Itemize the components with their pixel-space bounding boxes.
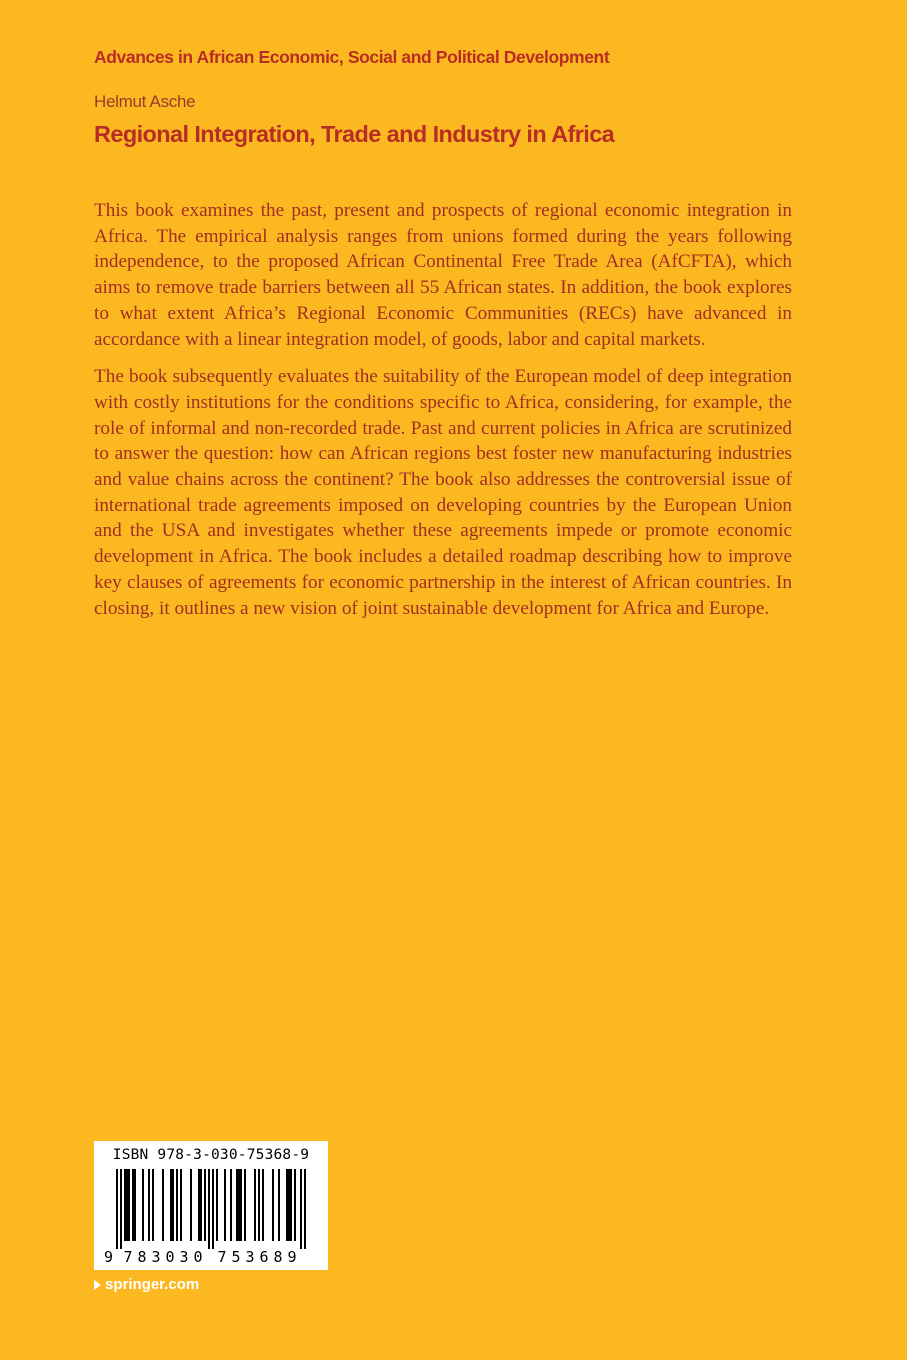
book-title: Regional Integration, Trade and Industry in Africa bbox=[94, 121, 615, 147]
barcode-bar bbox=[128, 1169, 130, 1241]
barcode-digit: 6 bbox=[259, 1248, 269, 1264]
barcode-bar bbox=[286, 1169, 288, 1241]
barcode-bar bbox=[294, 1169, 296, 1241]
barcode-bar bbox=[244, 1169, 246, 1241]
barcode-bar bbox=[132, 1169, 134, 1241]
barcode-digit: 3 bbox=[151, 1248, 161, 1264]
blurb-text bbox=[94, 198, 792, 633]
barcode-bar bbox=[212, 1169, 214, 1249]
barcode-bar bbox=[236, 1169, 238, 1241]
barcode-digit: 8 bbox=[137, 1248, 147, 1264]
isbn-barcode bbox=[94, 1141, 328, 1270]
series-title: Advances in African Economic, Social and Political Development bbox=[94, 47, 610, 67]
barcode-bar bbox=[198, 1169, 200, 1241]
isbn-label: ISBN 978-3-030-75368-9 bbox=[112, 1147, 310, 1163]
barcode-digit: 9 bbox=[287, 1248, 297, 1264]
barcode-bar bbox=[290, 1169, 292, 1241]
barcode-bar bbox=[238, 1169, 240, 1241]
barcode-bar bbox=[180, 1169, 182, 1241]
barcode-bar bbox=[262, 1169, 264, 1241]
barcode-bar bbox=[134, 1169, 136, 1241]
barcode-digit: 8 bbox=[273, 1248, 283, 1264]
barcode-bar bbox=[126, 1169, 128, 1241]
website-label: springer.com bbox=[105, 1276, 200, 1293]
barcode-digit: 5 bbox=[231, 1248, 241, 1264]
barcode-bar bbox=[208, 1169, 210, 1249]
barcode-bar bbox=[224, 1169, 226, 1241]
barcode-digit: 7 bbox=[123, 1248, 133, 1264]
barcode-bar bbox=[204, 1169, 206, 1241]
barcode-bar bbox=[172, 1169, 174, 1241]
barcode-bar bbox=[200, 1169, 202, 1241]
barcode-bar bbox=[258, 1169, 260, 1241]
barcode-bar bbox=[300, 1169, 302, 1249]
barcode-image bbox=[104, 1169, 318, 1264]
barcode-bar bbox=[216, 1169, 218, 1241]
barcode-digit: 0 bbox=[165, 1248, 175, 1264]
blurb-paragraph-1: This book examines the past, present and prospects of regional economic integration in Africa. The empirical analysis ranges from unions formed during the years following independence, to the proposed African Continental Free Trade Area (AfCFTA), which aims to remove trade barriers between all 55 African states. In addition, the book explores to what extent Africa’s Regional Economic Communities (RECs) have advanced in accordance with a linear integration model, of goods, labor and capital markets. bbox=[94, 200, 792, 350]
barcode-bar bbox=[148, 1169, 150, 1241]
barcode-bar bbox=[124, 1169, 126, 1241]
blurb-paragraph-2: The book subsequently evaluates the suitability of the European model of deep integration with costly institutions for the conditions specific to Africa, considering, for example, the role of informal and non-recorded trade. Past and current policies in Africa are scrutinized to answer the question: how can African regions best foster new manufacturing industries and value chains across the continent? The book also addresses the controversial issue of international trade agreements imposed on developing countries by the European Union and the USA and investigates whether these agreements impede or promote economic development in Africa. The book includes a detailed roadmap describing how to improve key clauses of agreements for economic partnership in the interest of African countries. In closing, it outlines a new vision of joint sustainable development for Africa and Europe. bbox=[94, 366, 792, 619]
barcode-digit: 9 bbox=[104, 1248, 114, 1264]
barcode-digit: 3 bbox=[179, 1248, 189, 1264]
barcode-bar bbox=[254, 1169, 256, 1241]
barcode-bar bbox=[240, 1169, 242, 1241]
barcode-bar bbox=[120, 1169, 122, 1249]
barcode-digit: 3 bbox=[245, 1248, 255, 1264]
barcode-bar bbox=[190, 1169, 192, 1241]
arrow-right-icon bbox=[94, 1280, 101, 1290]
barcode-digit: 0 bbox=[193, 1248, 203, 1264]
barcode-bar bbox=[162, 1169, 164, 1241]
barcode-bar bbox=[176, 1169, 178, 1241]
barcode-bar bbox=[230, 1169, 232, 1241]
barcode-bar bbox=[278, 1169, 280, 1241]
barcode-bar bbox=[170, 1169, 172, 1241]
barcode-bar bbox=[304, 1169, 306, 1249]
barcode-bar bbox=[288, 1169, 290, 1241]
website-link[interactable] bbox=[94, 1276, 199, 1293]
barcode-bar bbox=[152, 1169, 154, 1241]
barcode-bar bbox=[142, 1169, 144, 1241]
barcode-bar bbox=[116, 1169, 118, 1249]
barcode-bar bbox=[272, 1169, 274, 1241]
author-name: Helmut Asche bbox=[94, 92, 196, 111]
barcode-digit: 7 bbox=[217, 1248, 227, 1264]
